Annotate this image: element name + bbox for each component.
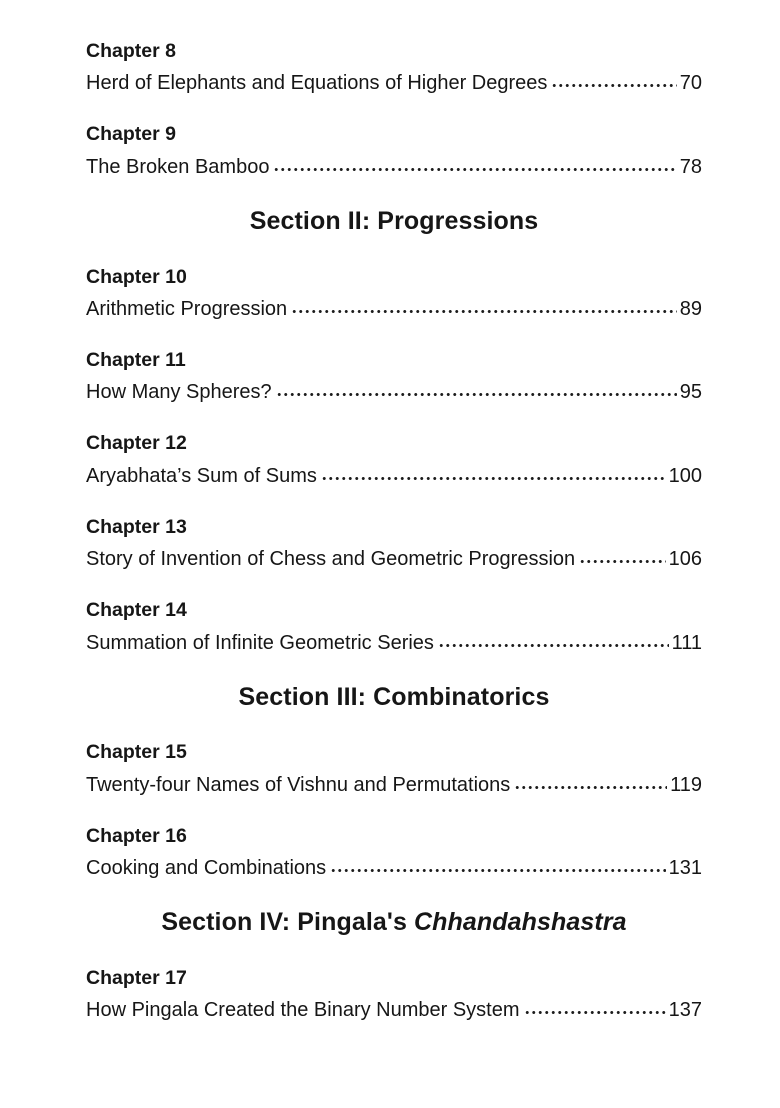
chapter-label: Chapter 9 bbox=[86, 123, 176, 146]
chapter-title: How Many Spheres? bbox=[86, 381, 272, 404]
page-number: 131 bbox=[668, 857, 702, 880]
toc-entry bbox=[86, 998, 702, 1023]
chapter-title: Aryabhata’s Sum of Sums bbox=[86, 464, 317, 487]
section-heading: Section II: Progressions bbox=[249, 206, 539, 235]
chapter-block bbox=[86, 825, 702, 881]
chapter-label: Chapter 8 bbox=[86, 40, 176, 62]
dot-leader bbox=[330, 867, 665, 874]
chapter-title: How Pingala Created the Binary Number System bbox=[86, 999, 520, 1022]
chapter-title: The Broken Bamboo bbox=[86, 155, 270, 178]
chapter-label: Chapter 12 bbox=[86, 432, 187, 455]
page-number: 119 bbox=[670, 773, 702, 796]
chapter-title: Herd of Elephants and Equations of Higher Degrees bbox=[86, 72, 548, 95]
toc-entry bbox=[86, 856, 702, 881]
chapter-block bbox=[86, 123, 702, 179]
toc-entry bbox=[86, 773, 702, 798]
dot-leader bbox=[524, 1009, 666, 1016]
chapter-block bbox=[86, 599, 702, 655]
page-number: 95 bbox=[679, 381, 702, 404]
chapter-block bbox=[86, 40, 702, 96]
chapter-block bbox=[86, 516, 702, 572]
chapter-title: Story of Invention of Chess and Geometric Progression bbox=[86, 548, 576, 571]
toc-entry bbox=[86, 71, 702, 96]
chapter-block bbox=[86, 967, 702, 1023]
section-heading: Section III: Combinatorics bbox=[238, 682, 550, 711]
chapter-label: Chapter 16 bbox=[86, 824, 187, 847]
page-number: 70 bbox=[679, 72, 702, 95]
dot-leader bbox=[438, 642, 669, 649]
dot-leader bbox=[321, 475, 666, 482]
chapter-title: Cooking and Combinations bbox=[86, 857, 327, 880]
chapter-title: Summation of Infinite Geometric Series bbox=[86, 631, 434, 654]
dot-leader bbox=[291, 308, 677, 315]
dot-leader bbox=[514, 784, 667, 791]
toc-entry bbox=[86, 464, 702, 489]
dot-leader bbox=[579, 558, 665, 565]
section-heading-prefix: Section IV: Pingala's bbox=[161, 908, 414, 937]
section-heading-book-title: Chhandahshastra bbox=[414, 908, 627, 937]
chapter-block bbox=[86, 741, 702, 797]
chapter-label: Chapter 10 bbox=[86, 265, 187, 288]
page-number: 89 bbox=[679, 298, 702, 321]
toc-entry bbox=[86, 547, 702, 572]
chapter-block bbox=[86, 266, 702, 322]
page-number: 137 bbox=[668, 999, 702, 1022]
toc-entry bbox=[86, 297, 702, 322]
toc-entry bbox=[86, 155, 702, 180]
chapter-label: Chapter 17 bbox=[86, 967, 187, 990]
toc-entry bbox=[86, 631, 702, 656]
chapter-label: Chapter 13 bbox=[86, 515, 187, 538]
toc-entry bbox=[86, 380, 702, 405]
page-number: 100 bbox=[668, 464, 702, 487]
chapter-block bbox=[86, 349, 702, 405]
page-number: 78 bbox=[679, 155, 702, 178]
dot-leader bbox=[273, 166, 676, 173]
chapter-label: Chapter 14 bbox=[86, 599, 187, 622]
chapter-block bbox=[86, 432, 702, 488]
page-number: 111 bbox=[671, 631, 702, 654]
chapter-title: Twenty-four Names of Vishnu and Permutations bbox=[86, 773, 511, 796]
page-number: 106 bbox=[668, 548, 702, 571]
chapter-title: Arithmetic Progression bbox=[86, 298, 288, 321]
chapter-label: Chapter 15 bbox=[86, 741, 187, 764]
dot-leader bbox=[276, 391, 677, 398]
chapter-label: Chapter 11 bbox=[86, 349, 186, 372]
dot-leader bbox=[551, 82, 676, 89]
section-heading bbox=[86, 908, 702, 937]
